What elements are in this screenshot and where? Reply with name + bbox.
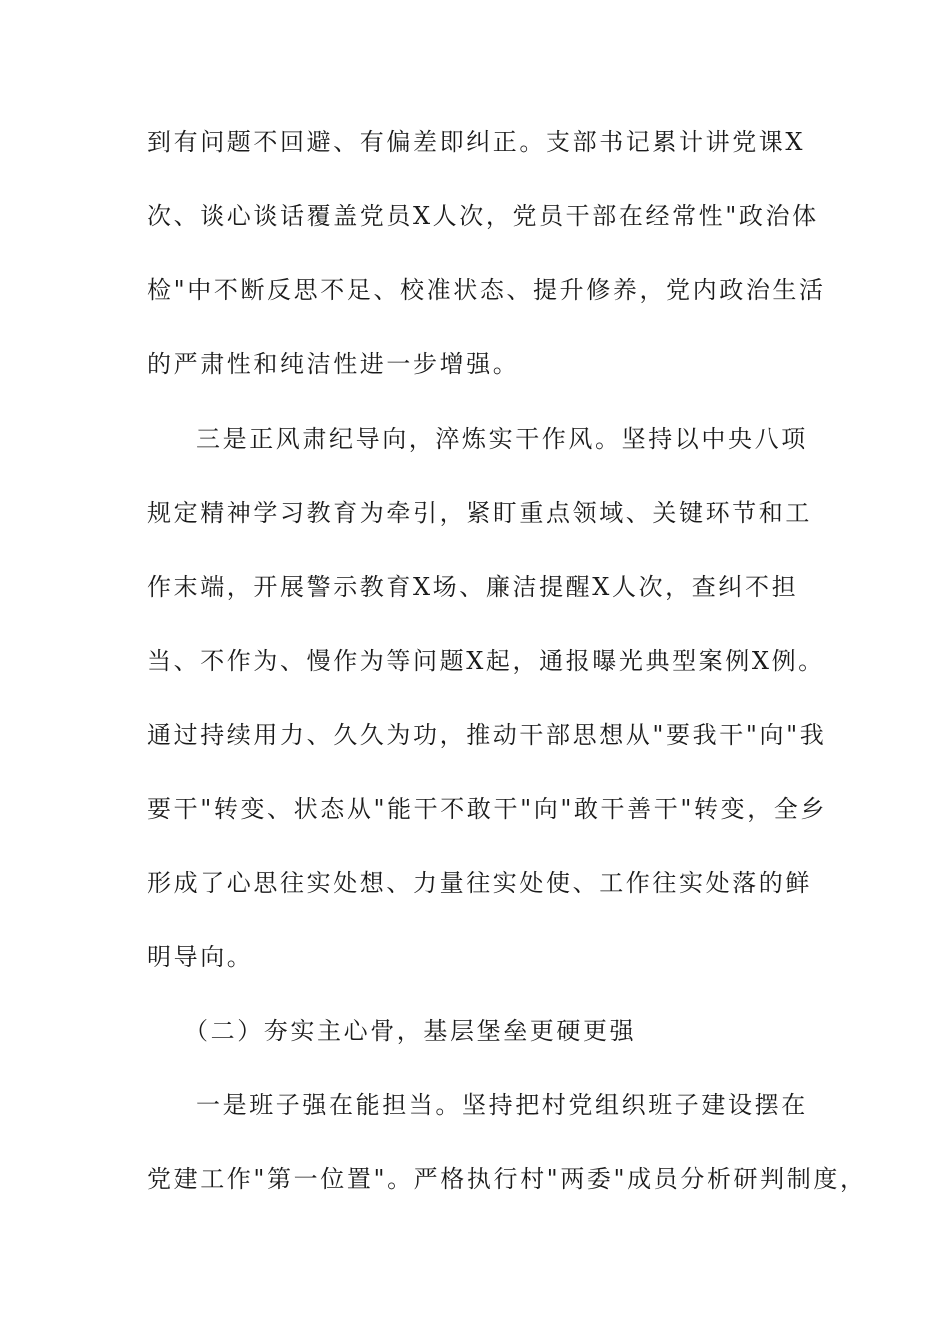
paragraph-line: 要干"转变、状态从"能干不敢干"向"敢干善干"转变，全乡 [147,795,827,823]
paragraph-line: 次、谈心谈话覆盖党员X人次，党员干部在经常性"政治体 [147,202,819,230]
paragraph-line: 到有问题不回避、有偏差即纠正。支部书记累计讲党课X [147,128,806,156]
paragraph-line: 规定精神学习教育为牵引，紧盯重点领域、关键环节和工 [147,499,812,527]
paragraph-first-line: 三是正风肃纪导向，淬炼实干作风。坚持以中央八项 [196,425,808,453]
paragraph-first-line: 一是班子强在能担当。坚持把村党组织班子建设摆在 [196,1091,808,1119]
paragraph-line: 明导向。 [147,943,254,971]
paragraph-line: 通过持续用力、久久为功，推动干部思想从"要我干"向"我 [147,721,827,749]
paragraph-line: 检"中不断反思不足、校准状态、提升修养，党内政治生活 [147,276,826,304]
paragraph-line: 党建工作"第一位置"。严格执行村"两委"成员分析研判制度， [147,1165,867,1193]
paragraph-line: 形成了心思往实处想、力量往实处使、工作往实处落的鲜 [147,869,812,897]
section-heading: （二）夯实主心骨，基层堡垒更硬更强 [184,1017,637,1045]
paragraph-line: 当、不作为、慢作为等问题X起，通报曝光典型案例X例。 [147,647,825,675]
paragraph-line: 作末端，开展警示教育X场、廉洁提醒X人次，查纠不担 [147,573,799,601]
paragraph-line: 的严肃性和纯洁性进一步增强。 [147,350,520,378]
